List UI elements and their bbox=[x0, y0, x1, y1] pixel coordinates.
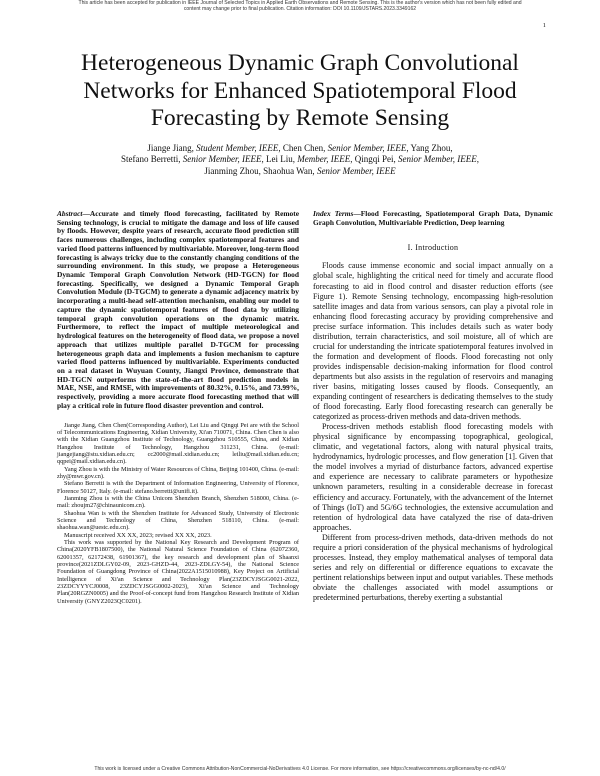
banner-line-1: This article has been accepted for publication in IEEE Journal of Selected Topics in Applied Earth Observations and Remote Sensing. This is the author's version which has not been fully edited and bbox=[78, 0, 522, 6]
author-names: , Chen Chen, bbox=[278, 143, 328, 153]
abstract-text: —Accurate and timely flood forecasting, facilitated by Remote Sensing technology, is crucial to mitigate the damage and loss of life caused by floods. However, despite years of research, accurate flood prediction still faces numerous challenges, including complex spatiotemporal features and varied flood patterns influenced by multivariable. Moreover, long-term flood forecasting is always tricky due to the constantly changing conditions of the surrounding environment. In this study, we propose a Heterogeneous Dynamic Temporal Graph Convolution Network (HD-TGCN) for flood forecasting. Specifically, we designed a Dynamic Temporal Graph Convolution Module (D-TGCM) to generate a dynamic adjacency matrix by incorporating a multi-head self-attention mechanism, enabling our model to capture the dynamic spatiotemporal features of flood data by utilizing temporal graph convolution operations on the dynamic matrix. Furthermore, to reflect the impact of multiple meteorological and hydrological features on the heterogeneity of flood data, we propose a novel approach that utilizes multiple parallel D-TGCM for processing heterogeneous graph data and implements a fusion mechanism to capture varied flood patterns influenced by multivariable. Experiments conducted on a real dataset in Wuyuan County, Jiangxi Province, demonstrate that HD-TGCN outperforms the state-of-the-art flood prediction models in MAE, NSE, and RMSE, with improvements of 80.32%, 0.15%, and 73.99%, respectively, providing a more accurate flood forecasting method that will play a critical role in future flood disaster prevention and control. bbox=[57, 209, 299, 410]
right-column bbox=[313, 210, 553, 603]
author-notes bbox=[57, 422, 299, 606]
paper-title: Heterogeneous Dynamic Graph Convolutional Networks for Enhanced Spatiotemporal Flood Forecasting by Remote Sensing bbox=[81, 50, 519, 131]
author-line-1 bbox=[40, 143, 560, 154]
abstract bbox=[57, 210, 299, 411]
author-names: , bbox=[476, 154, 479, 165]
note-funding: This work was supported by the National Key Research and Development Program of China(2020YFB1807500), the National Natural Science Foundation of China (62072360, 62001357, 62172438, 61901367), the key research and development plan of Shaanxi province(2021ZDLGY02-09, 2023-GHZD-44, 2023-ZDLGY-54), the National Science Foundation of Guangdong Province of China(2022A1515010988), Key Project on Artificial Intelligence of Xi'an Science and Technology Plan(23ZDCYJSGG0021-2022, 23ZDCYYYCJ0008, 23ZDCYJSGG0002-2023), Xi'an Science and Technology Plan(20RGZN0005) and the Proof-of-concept fund from Hangzhou Research Institute of Xidian University (GNYZ2023QC0201). bbox=[57, 539, 299, 605]
author-affiliation: Senior Member, IEEE bbox=[316, 165, 396, 176]
author-affiliation: Senior Member, IEEE bbox=[397, 154, 477, 165]
index-terms-text: —Flood Forecasting, Spatiotemporal Graph Data, Dynamic Graph Convolution, Multivariable Prediction, Deep learning bbox=[313, 209, 554, 227]
author-names: Stefano Berretti, bbox=[121, 154, 183, 165]
author-affiliation: Senior Member, IEEE bbox=[182, 154, 262, 165]
note-affiliation-unicom: Jianming Zhou is with the China Unicom Shenzhen Branch, Shenzhen 518000, China. (e-mail: zhoujm27@chinaunicom.cn). bbox=[57, 494, 299, 510]
license-footer: This work is licensed under a Creative Commons Attribution-NonCommercial-NoDerivatives 4.0 License. For more information, see https://creativecommons.org/licenses/by-nc-nd/4.0/ bbox=[94, 766, 506, 772]
note-manuscript-dates: Manuscript received XX XX, 2023; revised XX XX, 2023. bbox=[64, 531, 212, 539]
author-names: , Qingqi Pei, bbox=[350, 154, 398, 165]
author-names: Jiange Jiang, bbox=[147, 143, 197, 153]
author-names: , Yang Zhou, bbox=[406, 143, 453, 153]
intro-paragraph: Different from process-driven methods, data-driven methods do not require a priori consideration of the physical mechanisms of hydrological processes. Instead, they employ mathematical analyses of temporal data series and rely on differential or difference equations to excavate the pertinent relationships between input and output variables. These methods obviate the challenges associated with model assumptions or predetermined perturbations, thereby exerting a substantial bbox=[313, 532, 553, 602]
index-terms bbox=[313, 210, 553, 227]
author-line-2 bbox=[40, 154, 560, 165]
author-affiliation: Student Member, IEEE bbox=[196, 143, 279, 153]
note-affiliation-uestc: Shaohua Wan is with the Shenzhen Institute for Advanced Study, University of Electronic Science and Technology of China, Shenzhen 518110, China. (e-mail: shaohua.wan@uestc.edu.cn). bbox=[57, 509, 299, 532]
index-terms-lead: Index Terms bbox=[313, 209, 354, 218]
author-names: , Lei Liu, bbox=[261, 154, 298, 165]
introduction-body bbox=[313, 261, 553, 603]
author-list bbox=[40, 143, 560, 177]
author-affiliation: Senior Member, IEEE bbox=[327, 143, 407, 153]
note-affiliation-xidian: Jiange Jiang, Chen Chen(Corresponding Author), Lei Liu and Qingqi Pei are with the School of Telecommunications Engineering, Xidian University, Xi'an 710071, China. Chen Chen is also with the Xidian Guangzhou Institute of Technology, Guangzhou 510555, China, and Xidian Hangzhou Institute of Technology, Hangzhou 311231, China. (e-mail: jiangejiang@stu.xidian.edu.cn; cc2000@mail.xidian.edu.cn; leiliu@mail.xidian.edu.cn; qqpei@mail.xidian.edu.cn). bbox=[57, 421, 299, 466]
intro-paragraph: Floods cause immense economic and social impact annually on a global scale, highlighting the critical need for timely and accurate flood forecasting to aid in flood control and disaster reduction efforts (see Figure 1). Remote Sensing technology, encompassing high-resolution satellite images and data from various sensors, can play a pivotal role in enhancing flood forecasting accuracy by providing comprehensive and precise surface information. This includes details such as water body distribution, terrain characteristics, and soil moisture, all of which are crucial for understanding the intricate spatiotemporal features involved in the formation and development of floods. Flood forecasting not only provides indispensable decision-making information for flood control departments but also assists in the regulation of reservoirs and managing river basins, mitigating losses caused by floods. Consequently, an expanding contingent of researchers is dedicating themselves to the study of flood forecasting. Early flood forecasting research can generally be categorized as process-driven methods and data-driven methods. bbox=[313, 261, 553, 422]
author-affiliation: Member, IEEE bbox=[297, 154, 351, 165]
author-line-3 bbox=[40, 166, 560, 177]
page-number: 1 bbox=[542, 22, 546, 29]
author-names: Jianming Zhou, Shaohua Wan, bbox=[204, 165, 317, 176]
abstract-lead: Abstract bbox=[57, 209, 83, 218]
publication-banner bbox=[0, 0, 600, 17]
section-heading-introduction: I. Introduction bbox=[407, 243, 459, 253]
banner-line-2: content may change prior to final publication. Citation information: DOI 10.1109/JSTARS.2023.3349162 bbox=[183, 6, 417, 13]
left-column bbox=[57, 210, 299, 605]
note-affiliation-mwr: Yang Zhou is with the Ministry of Water Resources of China, Beijing 101400, China. (e-mail: zhy@mwr.gov.cn). bbox=[57, 465, 299, 480]
note-affiliation-florence: Stefano Berretti is with the Department of Information Engineering, University of Florence, Florence 50127, Italy. (e-mail: stefano.berretti@unifi.it). bbox=[57, 480, 299, 495]
intro-paragraph: Process-driven methods establish flood forecasting models with physical significance by encompassing topographical, geological, climatic, and vegetational factors, along with natural physical traits, hydrodynamics, hydrologic processes, and flow generation [1]. Given that the model involves a myriad of disturbance factors, advanced expertise and experience are necessary to calibrate parameters or hypothesize unknown parameters, resulting in a considerable decrease in forecast efficiency and accuracy. Fortunately, with the advancement of the Internet of Things (IoT) and 5G/6G technologies, the extensive accumulation and retention of hydrological data have catalyzed the rise of data-driven approaches. bbox=[313, 422, 553, 532]
